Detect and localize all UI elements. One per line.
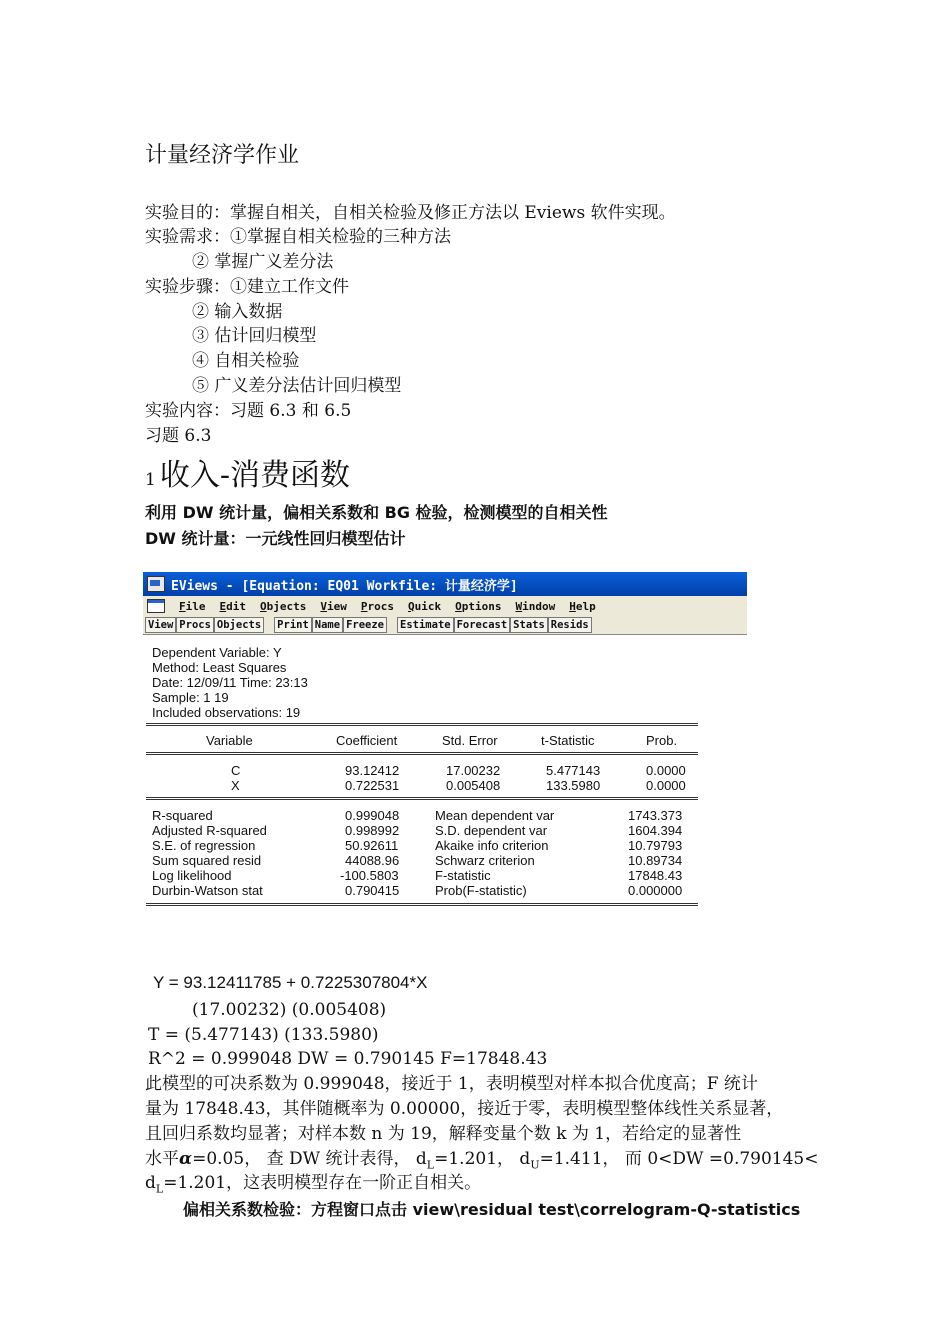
stat-label: F-statistic: [435, 868, 491, 883]
col-header-variable: Variable: [206, 733, 253, 748]
standard-errors-line: (17.00232) (0.005408): [192, 1000, 387, 1020]
output-header-line: Sample: 1 19: [152, 690, 229, 705]
stat-value: 10.89734: [628, 853, 683, 868]
table-rule: [146, 797, 698, 800]
menu-objects[interactable]: Objects: [260, 599, 307, 613]
t-values-line: T = (5.477143) (133.5980): [148, 1025, 379, 1045]
row-c-variable: C: [231, 763, 241, 778]
row-c-coefficient: 93.12412: [345, 763, 400, 778]
forecast-button[interactable]: Forecast: [454, 617, 511, 633]
document-window-icon[interactable]: [147, 599, 165, 613]
stat-label: Prob(F-statistic): [435, 883, 527, 898]
row-x-t-statistic: 133.5980: [546, 778, 601, 793]
stat-value: 0.000000: [628, 883, 683, 898]
document-title: 计量经济学作业: [145, 143, 300, 168]
col-header-t-statistic: t-Statistic: [541, 733, 595, 748]
row-c-t-statistic: 5.477143: [546, 763, 601, 778]
menu-file[interactable]: File: [179, 599, 206, 613]
stat-value: 1743.373: [628, 808, 683, 823]
steps-line-4: ④ 自相关检验: [192, 351, 300, 371]
stat-value: 1604.394: [628, 823, 683, 838]
section-heading-text: 收入-消费函数: [159, 458, 350, 493]
table-rule: [146, 723, 698, 726]
row-x-variable: X: [231, 778, 240, 793]
col-header-prob: Prob.: [646, 733, 678, 748]
stat-label: Akaike info criterion: [435, 838, 549, 853]
stat-value: -100.5803: [340, 868, 399, 883]
steps-line-1: 实验步骤：①建立工作文件: [145, 277, 349, 297]
print-button[interactable]: Print: [274, 617, 312, 633]
output-header-line: Method: Least Squares: [152, 660, 287, 675]
output-header-line: Included observations: 19: [152, 705, 301, 720]
steps-line-2: ② 输入数据: [192, 302, 283, 322]
stat-label: Log likelihood: [152, 868, 232, 883]
row-c-std-error: 17.00232: [446, 763, 501, 778]
stat-label: S.E. of regression: [152, 838, 256, 853]
stat-value: 50.92611: [345, 838, 399, 853]
eviews-toolbar: [143, 616, 747, 635]
analysis-line-5: $d_L=1.201$，这表明模型存在一阶正自相关。: [145, 1173, 482, 1196]
view-button[interactable]: View: [145, 617, 176, 633]
stat-label: Adjusted R-squared: [152, 823, 267, 838]
stat-value: 0.790415: [345, 883, 400, 898]
stat-label: S.D. dependent var: [435, 823, 548, 838]
output-header-line: Date: 12/09/11 Time: 23:13: [152, 675, 308, 690]
steps-line-3: ③ 估计回归模型: [192, 326, 317, 346]
row-x-prob: 0.0000: [646, 778, 686, 793]
estimate-button[interactable]: Estimate: [397, 617, 454, 633]
eviews-window: [143, 572, 747, 910]
resids-button[interactable]: Resids: [548, 617, 592, 633]
subheading-dw-bg: 利用 DW 统计量，偏相关系数和 BG 检验，检测模型的自相关性: [145, 503, 608, 522]
table-rule: [146, 903, 698, 906]
analysis-line-4: 水平α=0.05， 查 DW 统计表得， $d_L=1.201$， $d_U=1.411$， 而 0<DW =0.790145<: [145, 1149, 819, 1172]
section-number: 1: [145, 470, 156, 490]
stat-value: 0.998992: [345, 823, 400, 838]
menu-help[interactable]: Help: [569, 599, 596, 613]
content-line: 实验内容：习题 6.3 和 6.5: [145, 401, 352, 421]
purpose-line: 实验目的：掌握自相关，自相关检验及修正方法以 Eviews 软件实现。: [145, 203, 676, 223]
stat-label: Sum squared resid: [152, 853, 262, 868]
exercise-label: 习题 6.3: [145, 426, 212, 446]
col-header-std-error: Std. Error: [442, 733, 498, 748]
menu-window[interactable]: Window: [515, 599, 556, 613]
stats-button[interactable]: Stats: [510, 617, 548, 633]
stat-value: 44088.96: [345, 853, 400, 868]
menu-options[interactable]: Options: [455, 599, 502, 613]
eviews-logo-icon: [147, 576, 165, 592]
stat-value: 10.79793: [628, 838, 683, 853]
row-x-coefficient: 0.722531: [345, 778, 400, 793]
stat-label: Mean dependent var: [435, 808, 555, 823]
section-heading: [145, 450, 350, 494]
row-x-std-error: 0.005408: [446, 778, 501, 793]
menu-procs[interactable]: Procs: [360, 599, 394, 613]
objects-button[interactable]: Objects: [214, 617, 264, 633]
table-rule: [146, 752, 698, 755]
partial-correlation-heading: 偏相关系数检验：方程窗口点击 view\residual test\correlogram-Q-statistics: [183, 1200, 801, 1219]
eviews-window-title: EViews - [Equation: EQ01 Workfile: 计量经济学]: [171, 578, 518, 594]
freeze-button[interactable]: Freeze: [343, 617, 387, 633]
stat-label: Schwarz criterion: [435, 853, 535, 868]
steps-line-5: ⑤ 广义差分法估计回归模型: [192, 376, 402, 396]
analysis-line-2: 量为 17848.43，其伴随概率为 0.00000，接近于零，表明模型整体线性关系显著，: [145, 1099, 784, 1119]
eviews-menubar: [143, 596, 747, 616]
procs-button[interactable]: Procs: [176, 617, 214, 633]
regression-equation: Y = 93.12411785 + 0.7225307804*X: [153, 973, 428, 992]
alpha-symbol: α: [179, 1149, 193, 1169]
stat-value: 0.999048: [345, 808, 400, 823]
stat-label: Durbin-Watson stat: [152, 883, 263, 898]
row-c-prob: 0.0000: [646, 763, 686, 778]
menu-quick[interactable]: Quick: [408, 599, 442, 613]
analysis-line-3: 且回归系数均显著；对样本数 n 为 19，解释变量个数 k 为 1，若给定的显著性: [145, 1124, 742, 1144]
name-button[interactable]: Name: [312, 617, 343, 633]
requirement-line-1: 实验需求：①掌握自相关检验的三种方法: [145, 227, 451, 247]
col-header-coefficient: Coefficient: [336, 733, 398, 748]
analysis-line-1: 此模型的可决系数为 0.999048，接近于 1，表明模型对样本拟合优度高；F 统计: [145, 1074, 758, 1094]
requirement-line-2: ② 掌握广义差分法: [192, 252, 334, 272]
stat-value: 17848.43: [628, 868, 683, 883]
stat-label: R-squared: [152, 808, 213, 823]
fit-stats-line: R^2 = 0.999048 DW = 0.790145 F=17848.43: [148, 1049, 548, 1069]
subheading-dw-stat: DW 统计量：一元线性回归模型估计: [145, 529, 406, 548]
menu-view[interactable]: View: [320, 599, 347, 613]
menu-edit[interactable]: Edit: [219, 599, 246, 613]
eviews-titlebar: [143, 572, 747, 596]
output-header-line: Dependent Variable: Y: [152, 645, 282, 660]
